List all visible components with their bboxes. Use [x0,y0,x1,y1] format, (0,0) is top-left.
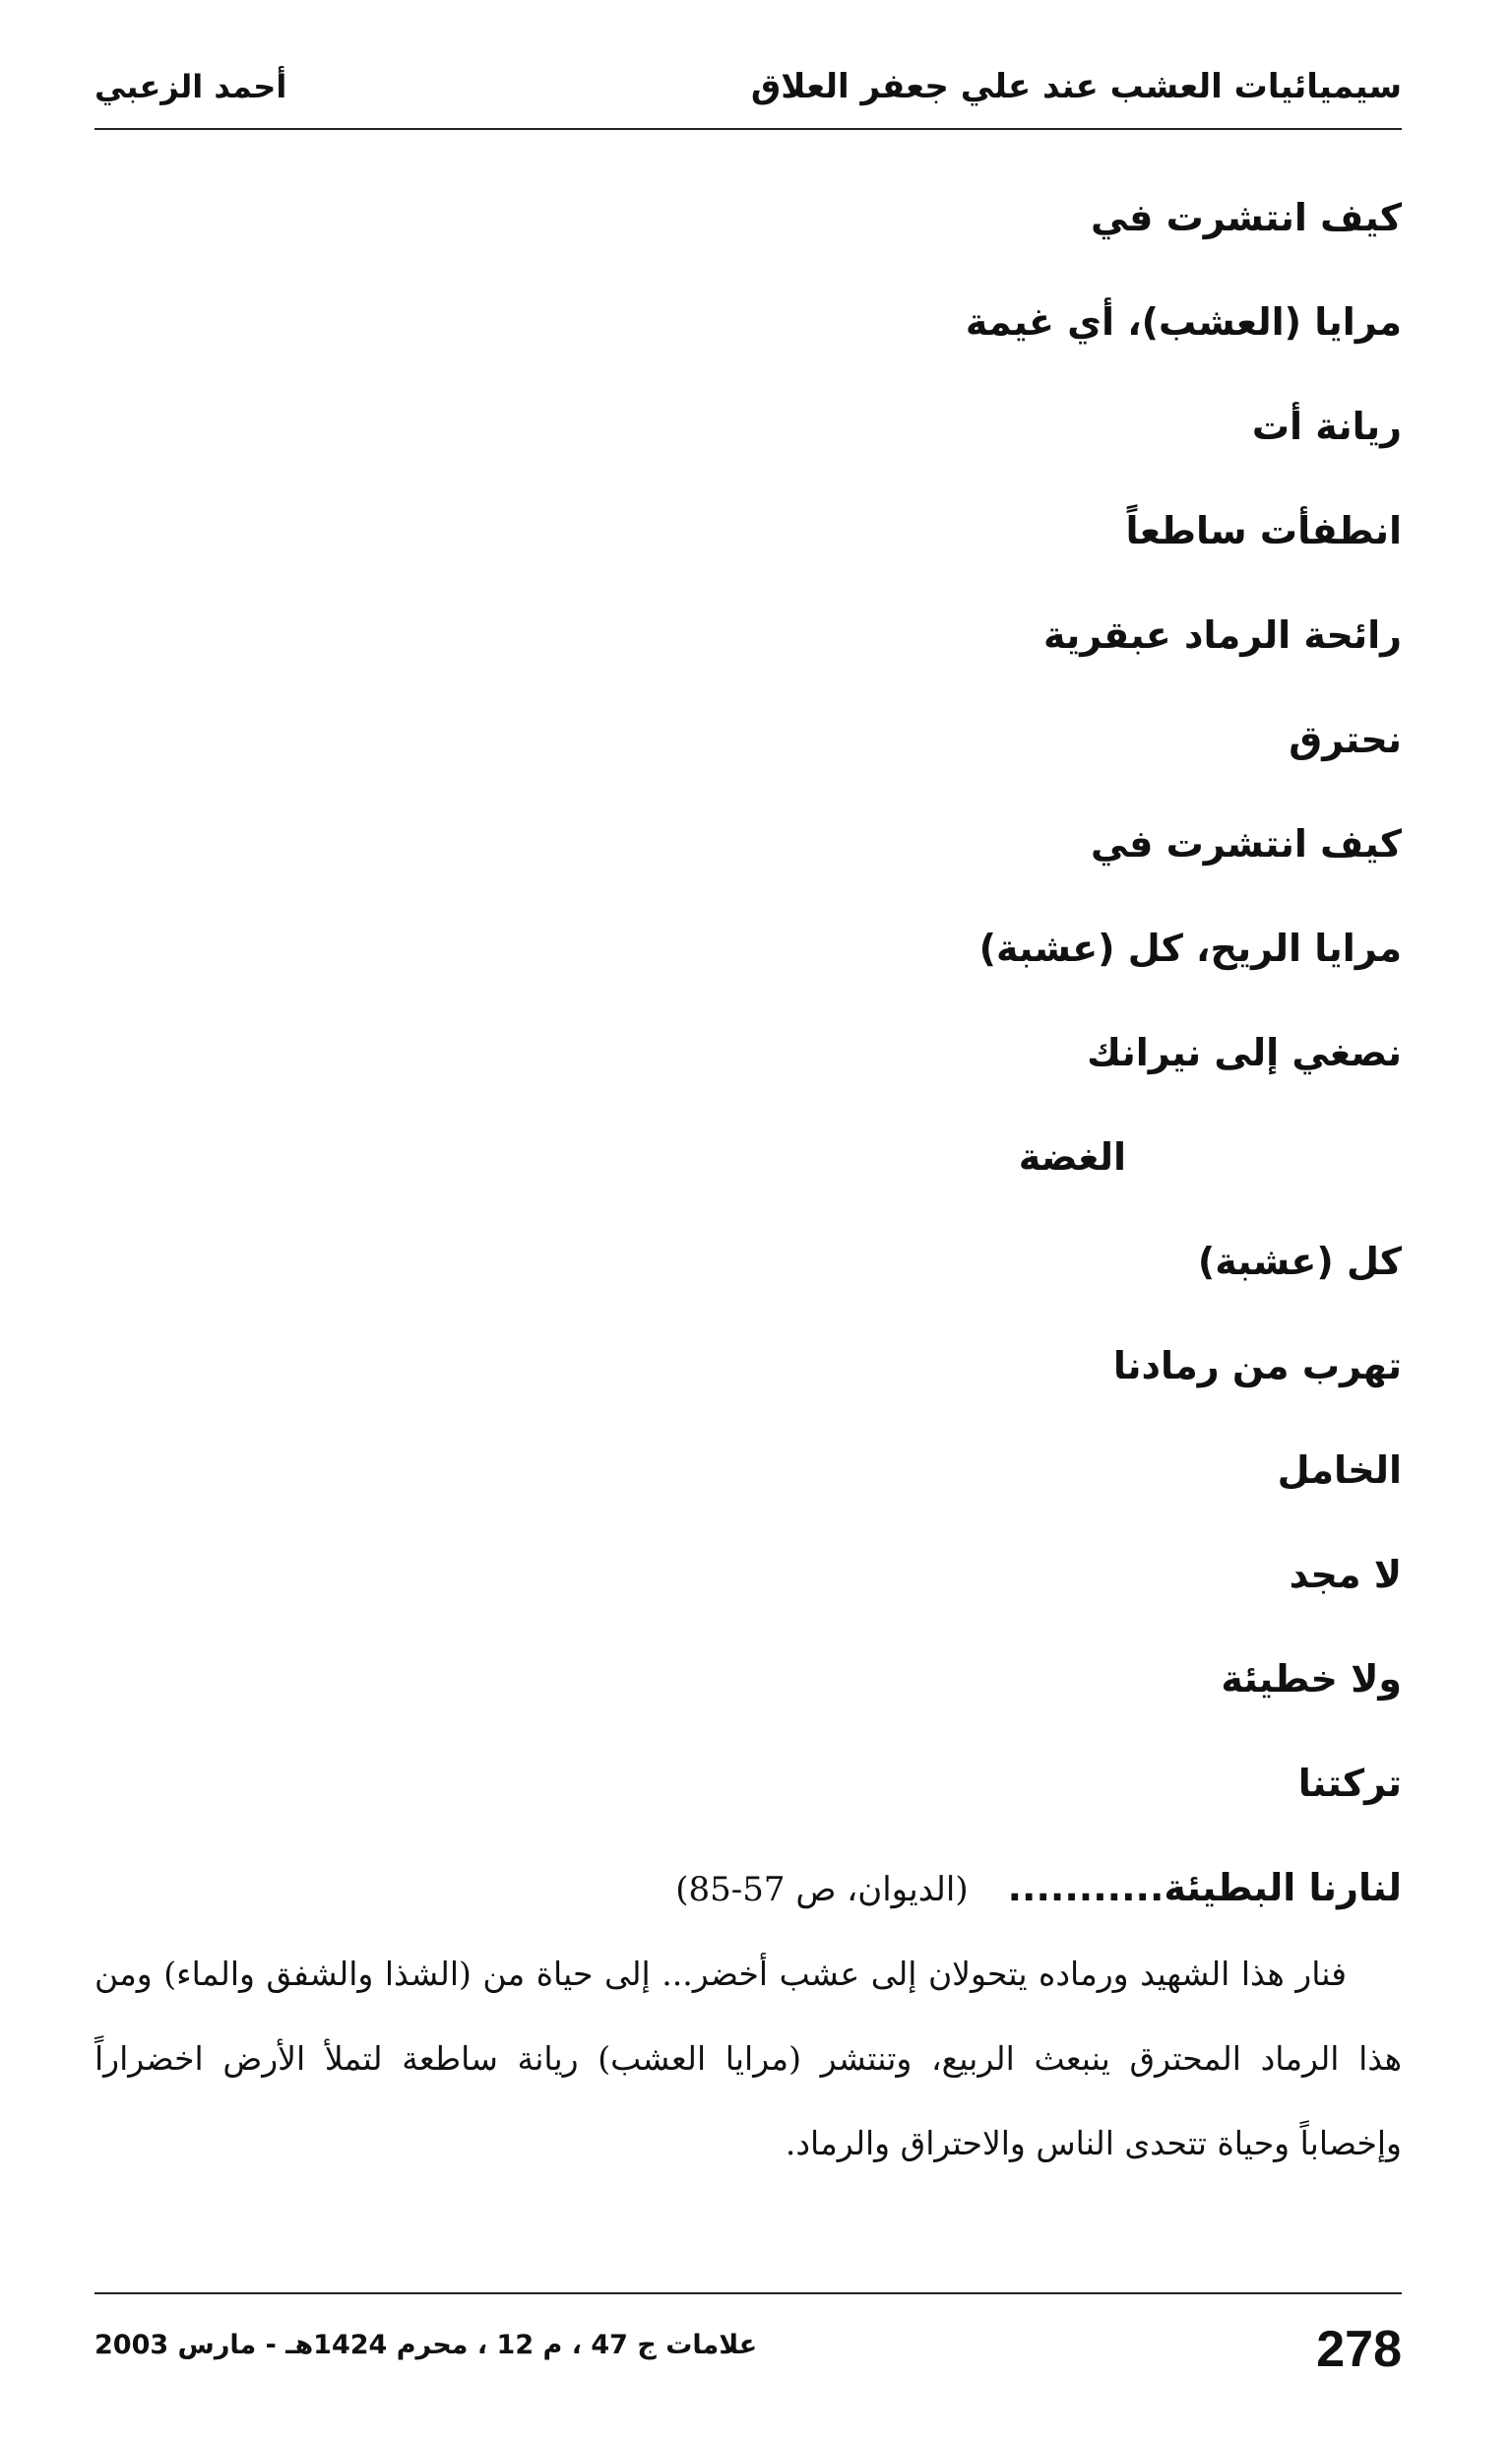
poem-line: نحترق [1289,718,1402,761]
page-number: 278 [1316,2321,1402,2378]
poem-line: الغضة [1018,1135,1126,1179]
poem-line: ريانة أت [1251,405,1402,448]
page-footer [94,2310,1402,2389]
header-divider [94,128,1402,130]
journal-info: علامات ج 47 ، م 12 ، محرم 1424هـ - مارس 2003 [94,2330,758,2360]
poem-line: كيف انتشرت في [1091,196,1402,239]
poem-line: الخامل [1277,1448,1402,1492]
poem-line: مرايا (العشب)، أي غيمة [965,300,1402,344]
poem-line: نصغي إلى نيرانك [1087,1031,1402,1074]
poem-line: كيف انتشرت في [1091,822,1402,866]
poem-line: لا مجد [1289,1553,1402,1596]
poem-line: انطفأت ساطعاً [1125,509,1402,552]
footer-divider [94,2292,1402,2294]
poem-citation: (الديوان، ص 57-85) [675,1870,969,1909]
poem-last-line-text: لنارنا البطيئة........... [1007,1866,1402,1909]
header-article-title: سيميائيات العشب عند علي جعفر العلاق [750,67,1402,106]
running-header [94,57,1402,126]
poem-last-line [94,1835,1402,1940]
poem-line: ولا خطيئة [1221,1657,1402,1701]
header-author-name: أحمد الزعبي [94,68,287,105]
poem-line: مرايا الريح، كل (عشبة) [978,927,1402,970]
poem-block [94,165,1402,1940]
poem-line: رائحة الرماد عبقرية [1042,613,1402,657]
poem-line: تهرب من رمادنا [1112,1344,1402,1387]
poem-line: كل (عشبة) [1197,1240,1402,1283]
poem-line: تركتنا [1297,1762,1402,1805]
prose-paragraph: فنار هذا الشهيد ورماده يتحولان إلى عشب أخضر... إلى حياة من (الشذا والشفق والماء) ومن هذا الرماد المحترق ينبعث الربيع، وتنتشر (مرايا العشب) ريانة ساطعة لتملأ الأرض اخضراراً وإخصاباً وحياة تتحدى الناس والاحتراق والرماد. [94,1955,1402,2162]
